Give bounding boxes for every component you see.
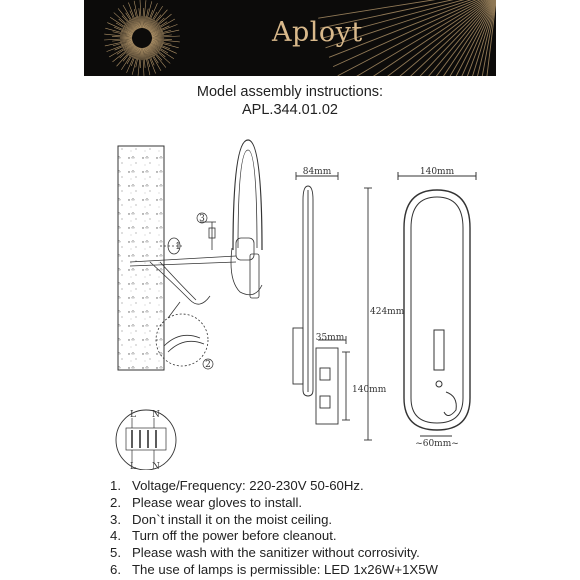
instruction-item: 2. Please wear gloves to install. — [110, 494, 303, 510]
step-1-label: 1 — [175, 242, 181, 252]
width-dimension: 140mm — [419, 167, 455, 177]
instruction-item: 5. Please wash with the sanitizer without corrosivity. — [110, 545, 420, 561]
title-line-2: APL.344.01.02 — [242, 102, 338, 118]
step-3-label: 3 — [199, 214, 205, 224]
page-title — [0, 83, 580, 119]
wire-l-top: L — [130, 410, 136, 420]
wiring-detail — [116, 410, 176, 470]
instruction-item: 3. Don`t install it on the moist ceiling. — [110, 511, 333, 527]
brand-banner — [84, 0, 496, 76]
title-line-1: Model assembly instructions: — [196, 84, 384, 100]
mount-height-dimension: 140mm — [352, 385, 387, 395]
side-view — [293, 172, 372, 440]
instructions-list — [110, 478, 438, 579]
step-markers — [175, 213, 213, 370]
brand-logo: Aployt — [272, 17, 363, 48]
wire-l-bottom: L — [130, 462, 136, 470]
depth-dimension: 84mm — [302, 167, 332, 177]
instruction-item: 4. Turn off the power before cleanout. — [110, 528, 337, 544]
wall-panel — [118, 146, 164, 370]
instruction-item: 1. Voltage/Frequency: 220-230V 50-60Hz. — [110, 478, 364, 493]
front-view — [398, 172, 476, 436]
assembly-drawing — [0, 130, 580, 470]
mount-depth-dimension: 35mm — [315, 333, 345, 343]
base-dimension: ~60mm~ — [415, 439, 459, 449]
wire-n-top: N — [152, 410, 160, 420]
wire-n-bottom: N — [152, 462, 160, 470]
instruction-item: 6. The use of lamps is permissible: LED 1x26W+1X5W — [110, 561, 438, 577]
height-dimension: 424mm — [370, 307, 405, 317]
step-2-label: 2 — [205, 360, 211, 370]
